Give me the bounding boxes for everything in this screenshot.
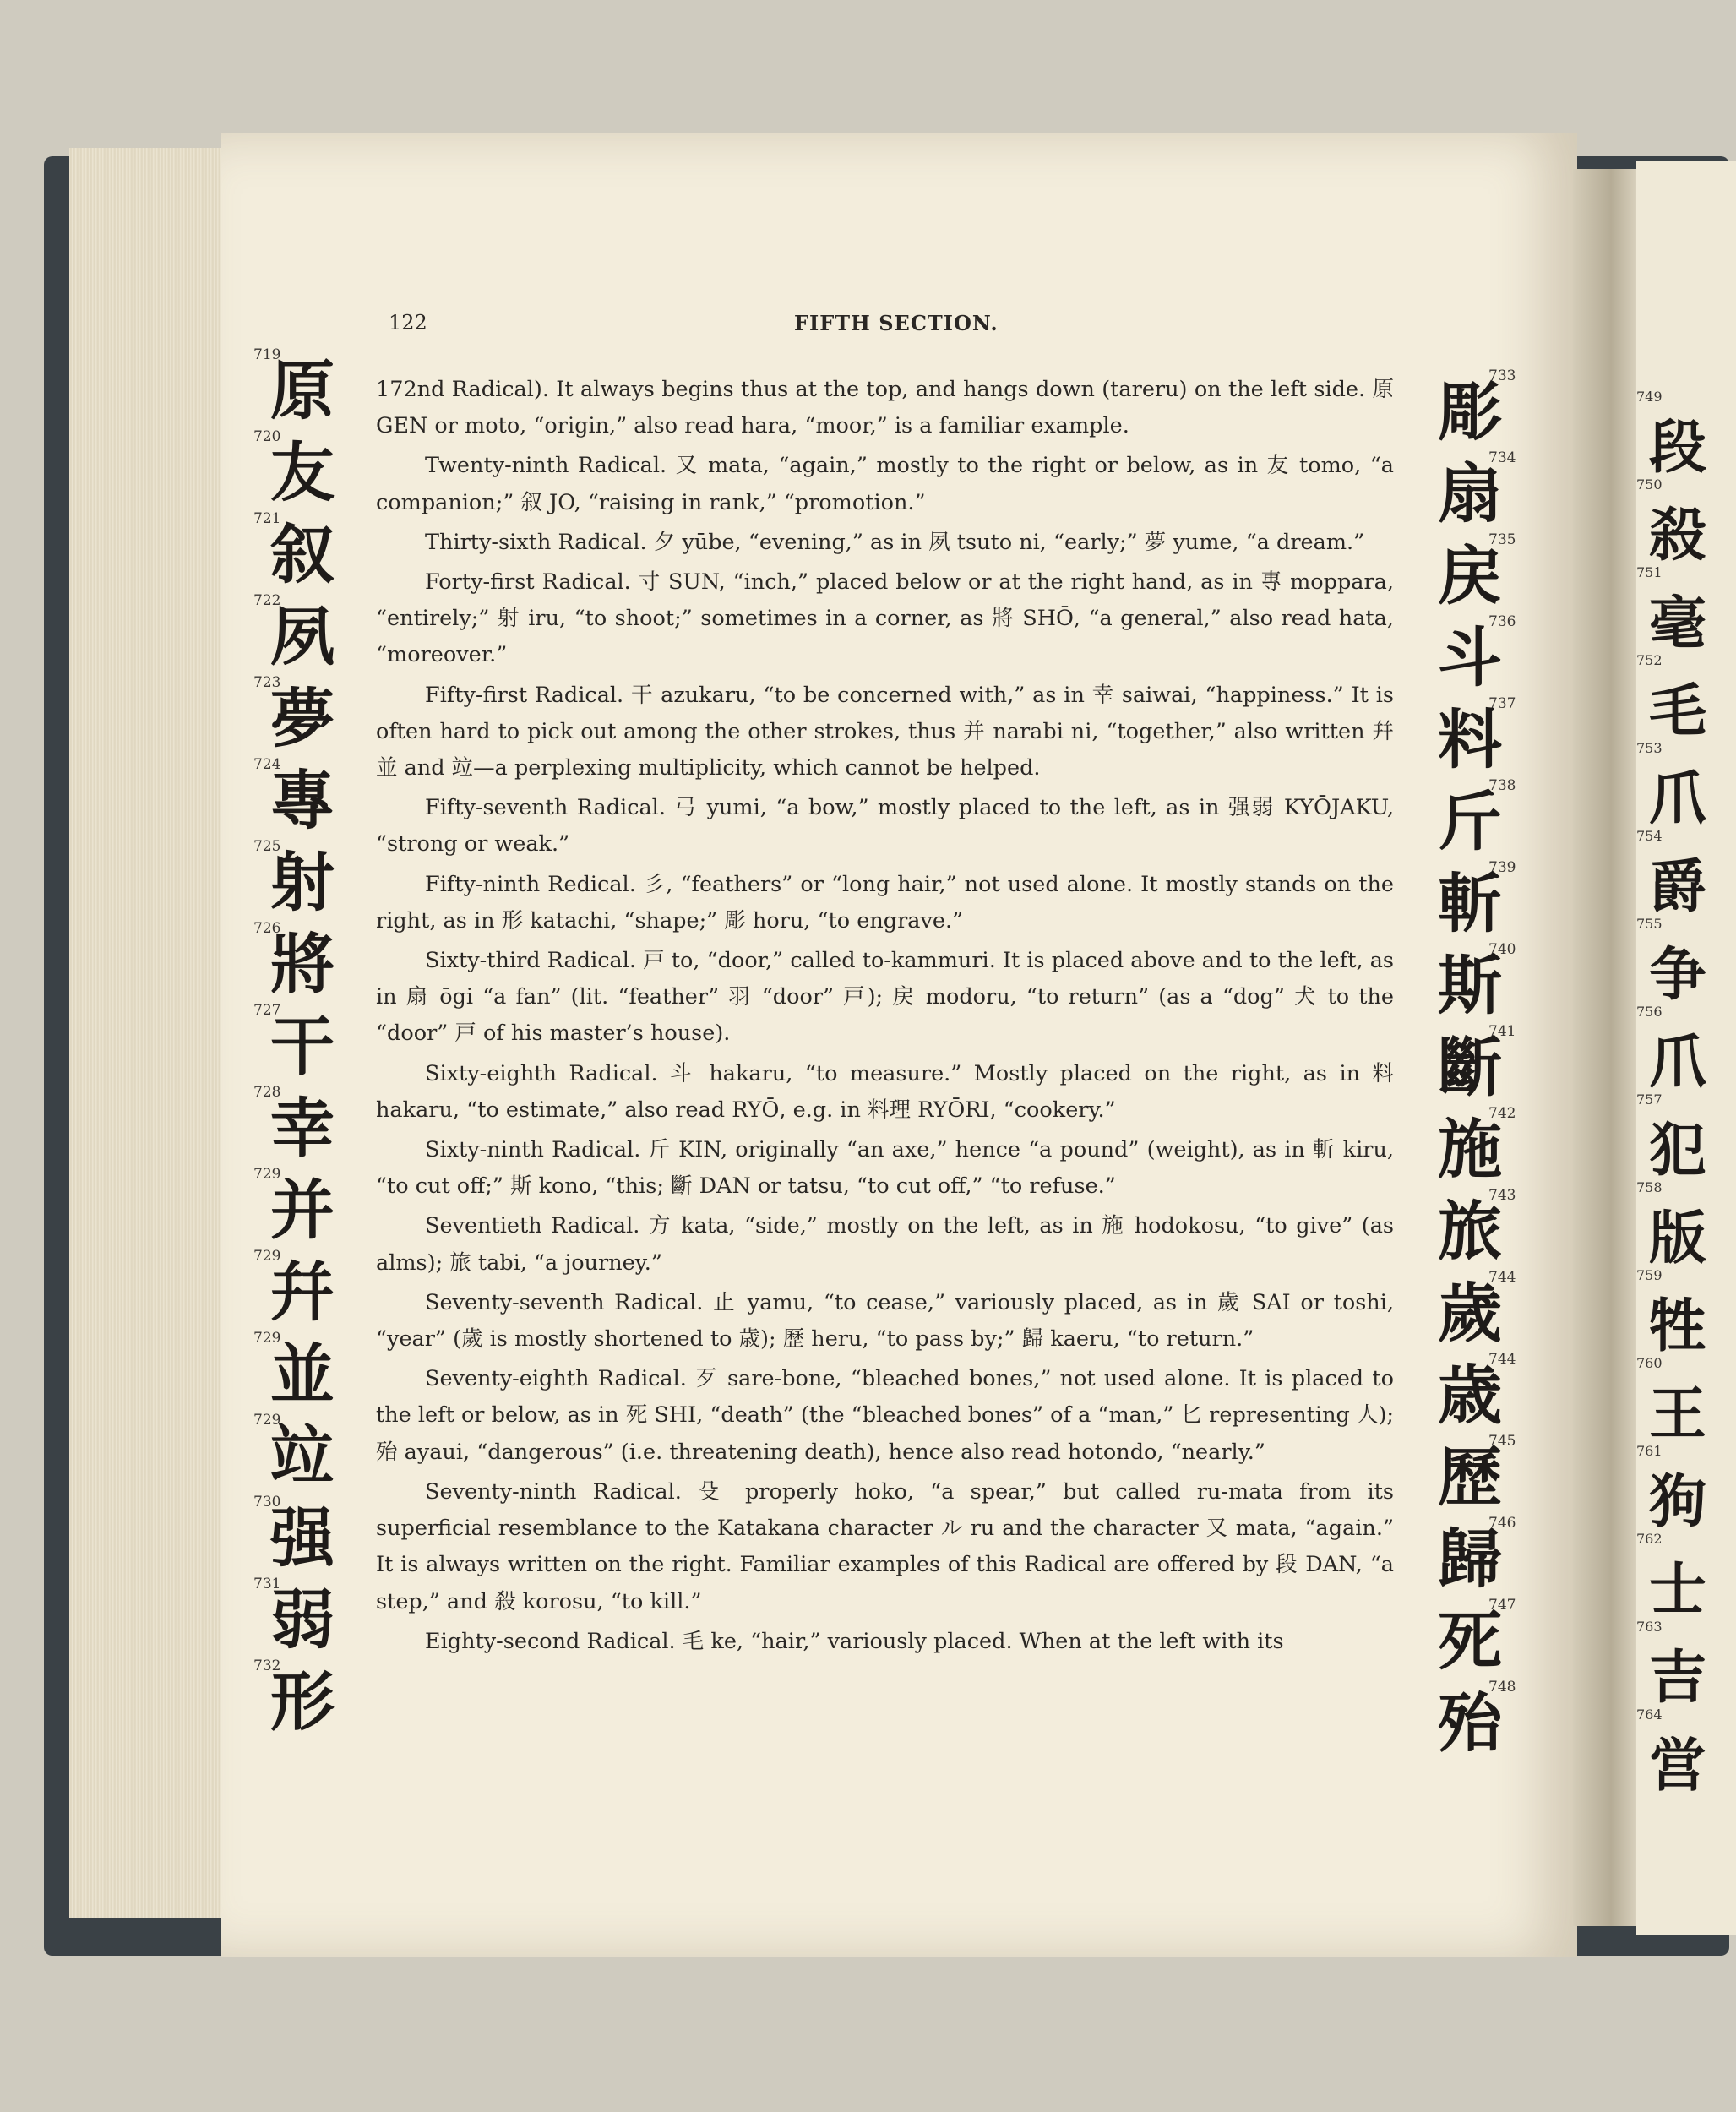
entry-number: 752	[1636, 652, 1663, 668]
kanji-character: 旅	[1438, 1194, 1502, 1269]
paragraph: Thirty-sixth Radical. 夕 yūbe, “evening,” as in 夙 tsuto ni, “early;” 夢 yume, “a dream.”	[425, 529, 1365, 555]
kanji-character: 段	[1649, 415, 1707, 482]
entry-number: 723	[253, 674, 281, 691]
kanji-character: 夙	[270, 599, 335, 674]
page-number: 122	[389, 311, 427, 335]
paragraph: Twenty-ninth Radical. 又 mata, “again,” mostly to the right or below, as in 友 tomo, “a companion;” 叙 JO, “raising in rank,” “promotion.”	[376, 453, 1394, 515]
kanji-character: 斬	[1438, 866, 1502, 941]
entry-number: 748	[1488, 1679, 1516, 1696]
entry-number: 737	[1488, 695, 1516, 712]
book-gutter	[1573, 169, 1636, 1926]
entry-number: 749	[1636, 389, 1663, 405]
kanji-character: 竝	[270, 1418, 335, 1494]
kanji-character: 夢	[270, 681, 335, 756]
paragraph: Eighty-second Radical. 毛 ke, “hair,” variously placed. When at the left with its	[425, 1628, 1284, 1654]
kanji-character: 彫	[1438, 374, 1502, 449]
kanji-character: 爪	[1649, 766, 1707, 833]
entry-number: 733	[1488, 367, 1516, 384]
entry-number: 746	[1488, 1515, 1516, 1532]
kanji-character: 幸	[270, 1091, 335, 1166]
kanji-character: 王	[1649, 1381, 1707, 1448]
entry-number: 756	[1636, 1004, 1663, 1020]
entry-number: 747	[1488, 1597, 1516, 1614]
entry-number: 759	[1636, 1267, 1663, 1283]
entry-number: 736	[1488, 613, 1516, 630]
entry-number: 735	[1488, 531, 1516, 548]
kanji-character: 歳	[1438, 1358, 1502, 1433]
entry-number: 720	[253, 428, 281, 445]
entry-number: 734	[1488, 449, 1516, 466]
page-edges	[69, 148, 238, 1918]
entry-number: 721	[253, 510, 281, 527]
entry-number: 764	[1636, 1706, 1663, 1723]
entry-number: 729	[253, 1166, 281, 1183]
entry-number: 763	[1636, 1619, 1663, 1635]
kanji-character: 営	[1649, 1733, 1707, 1799]
entry-number: 750	[1636, 476, 1663, 493]
entry-number: 751	[1636, 564, 1663, 580]
kanji-character: 戻	[1438, 538, 1502, 613]
entry-number: 719	[253, 346, 281, 363]
kanji-character: 歸	[1438, 1521, 1502, 1597]
paragraph: Sixty-eighth Radical. 斗 hakaru, “to measure.” Mostly placed on the right, as in 料 hakaru, “to estimate,” also read RYŌ, e.g. in 料理 RYŌRI, “cookery.”	[376, 1060, 1394, 1123]
entry-number: 745	[1488, 1433, 1516, 1450]
kanji-character: 狗	[1649, 1469, 1707, 1536]
kanji-character: 爪	[1649, 1030, 1707, 1097]
kanji-character: 專	[270, 763, 335, 838]
paragraph: Seventy-seventh Radical. 止 yamu, “to cease,” variously placed, as in 歲 SAI or toshi, “year” (歲 is mostly shortened to 歳); 歷 heru, “to pass by;” 歸 kaeru, “to return.”	[376, 1289, 1394, 1353]
paragraph: Fifty-ninth Redical. 彡, “feathers” or “long hair,” not used alone. It mostly stands on the right, as in 形 katachi, “shape;” 彫 horu, “to engrave.”	[376, 871, 1394, 934]
kanji-character: 争	[1649, 942, 1707, 1009]
entry-number: 743	[1488, 1187, 1516, 1204]
entry-number: 729	[253, 1248, 281, 1265]
kanji-character: 形	[270, 1664, 335, 1739]
section-title: FIFTH SECTION.	[794, 311, 999, 335]
kanji-character: 將	[270, 927, 335, 1002]
paragraph: Seventy-eighth Radical. 歹 sare-bone, “bleached bones,” not used alone. It is placed to the left or below, as in 死 SHI, “death” (the “bleached bones” of a “man,” 匕 representing 人); 殆 ayaui, “dangerous” (i.e. threatening death), hence also read hotondo, “nearly.”	[376, 1366, 1394, 1465]
entry-number: 729	[253, 1330, 281, 1347]
entry-number: 757	[1636, 1091, 1663, 1108]
entry-number: 729	[253, 1412, 281, 1429]
kanji-character: 吉	[1649, 1645, 1707, 1712]
entry-number: 730	[253, 1494, 281, 1511]
kanji-character: 歷	[1438, 1440, 1502, 1515]
entry-number: 732	[253, 1657, 281, 1674]
kanji-character: 斯	[1438, 948, 1502, 1023]
entry-number: 742	[1488, 1105, 1516, 1122]
kanji-character: 士	[1649, 1557, 1707, 1624]
entry-number: 725	[253, 838, 281, 855]
paragraph: Fifty-seventh Radical. 弓 yumi, “a bow,” mostly placed to the left, as in 强弱 KYŌJAKU, “strong or weak.”	[376, 795, 1394, 857]
entry-number: 739	[1488, 859, 1516, 876]
paragraph: Forty-first Radical. 寸 SUN, “inch,” placed below or at the right hand, as in 專 moppara, “entirely;” 射 iru, “to shoot;” sometimes in a corner, as 將 SHŌ, “a general,” also read hata, “moreover.”	[376, 569, 1394, 668]
kanji-character: 并	[270, 1173, 335, 1248]
entry-number: 758	[1636, 1179, 1663, 1195]
kanji-character: 斗	[1438, 620, 1502, 695]
kanji-character: 原	[270, 353, 335, 428]
entry-number: 731	[253, 1576, 281, 1592]
body-text	[376, 372, 1394, 1663]
entry-number: 753	[1636, 740, 1663, 756]
kanji-character: 毛	[1649, 678, 1707, 745]
kanji-character: 施	[1438, 1112, 1502, 1187]
kanji-character: 强	[270, 1500, 335, 1576]
entry-number: 744	[1488, 1351, 1516, 1368]
kanji-character: 牲	[1649, 1293, 1707, 1360]
paragraph: Seventieth Radical. 方 kata, “side,” mostly on the left, as in 施 hodokosu, “to give” (as alms); 旅 tabi, “a journey.”	[376, 1213, 1394, 1276]
kanji-character: 斤	[1438, 784, 1502, 859]
kanji-character: 干	[270, 1009, 335, 1084]
kanji-character: 射	[270, 845, 335, 920]
entry-number: 726	[253, 920, 281, 937]
entry-number: 740	[1488, 941, 1516, 958]
paragraph: Sixty-third Radical. 戸 to, “door,” called to-kammuri. It is placed above and to the left, as in 扇 ōgi “a fan” (lit. “feather” 羽 “door” 戸); 戻 modoru, “to return” (as a “dog” 犬 to the “door” 戸 of his master’s house).	[376, 948, 1394, 1047]
entry-number: 755	[1636, 916, 1663, 932]
paragraph: Sixty-ninth Radical. 斤 KIN, originally “an axe,” hence “a pound” (weight), as in 斬 kiru, “to cut off;” 斯 kono, “this; 斷 DAN or tatsu, “to cut off,” “to refuse.”	[376, 1137, 1394, 1200]
entry-number: 722	[253, 592, 281, 609]
entry-number: 744	[1488, 1269, 1516, 1286]
kanji-character: 扇	[1438, 456, 1502, 531]
entry-number: 760	[1636, 1355, 1663, 1371]
kanji-character: 斷	[1438, 1030, 1502, 1105]
kanji-character: 料	[1438, 702, 1502, 777]
kanji-character: 殆	[1438, 1685, 1502, 1761]
kanji-character: 爵	[1649, 854, 1707, 921]
paragraph: Seventy-ninth Radical. 殳 properly hoko, “a spear,” but called ru-mata from its superficial resemblance to the Katakana character ル ru and the character 又 mata, “again.” It is always written on the right. Familiar examples of this Radical are offered by 段 DAN, “a step,” and 殺 korosu, “to kill.”	[376, 1478, 1394, 1614]
entry-number: 761	[1636, 1443, 1663, 1459]
page-header	[389, 311, 1402, 345]
kanji-character: 叙	[270, 517, 335, 592]
kanji-character: 死	[1438, 1603, 1502, 1679]
entry-number: 762	[1636, 1531, 1663, 1547]
kanji-character: 幷	[270, 1255, 335, 1330]
next-page-strip	[1636, 161, 1736, 1935]
entry-number: 727	[253, 1002, 281, 1019]
kanji-character: 歲	[1438, 1276, 1502, 1351]
paragraph: Fifty-first Radical. 干 azukaru, “to be concerned with,” as in 幸 saiwai, “happiness.” It is often hard to pick out among the other strokes, thus 并 narabi ni, “together,” also written 幷 並 and 竝—a perplexing multiplicity, which cannot be helped.	[376, 682, 1394, 781]
kanji-character: 殺	[1649, 503, 1707, 569]
kanji-character: 毫	[1649, 591, 1707, 657]
kanji-character: 犯	[1649, 1118, 1707, 1184]
entry-number: 728	[253, 1084, 281, 1101]
entry-number: 724	[253, 756, 281, 773]
kanji-character: 弱	[270, 1582, 335, 1657]
entry-number: 754	[1636, 828, 1663, 844]
kanji-character: 版	[1649, 1206, 1707, 1272]
kanji-character: 並	[270, 1336, 335, 1412]
kanji-character: 友	[270, 435, 335, 510]
entry-number: 738	[1488, 777, 1516, 794]
entry-number: 741	[1488, 1023, 1516, 1040]
paragraph: 172nd Radical). It always begins thus at the top, and hangs down (tareru) on the left side. 原 GEN or moto, “origin,” also read hara, “moor,” is a familiar example.	[376, 377, 1394, 439]
